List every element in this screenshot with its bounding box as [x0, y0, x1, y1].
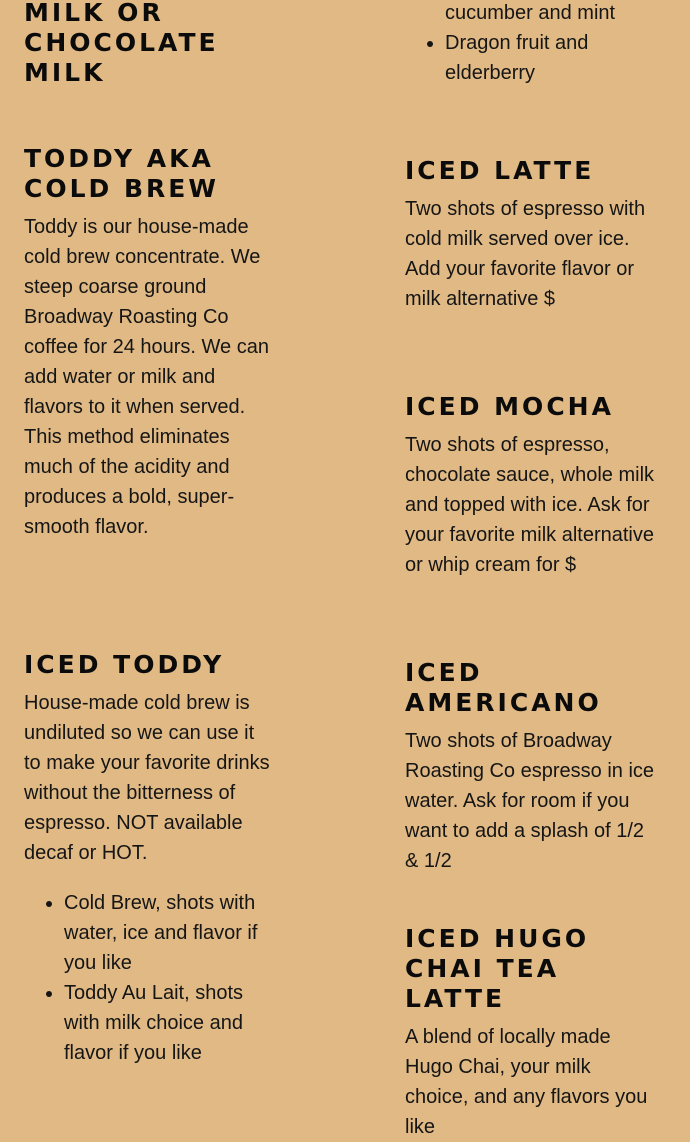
- menu-item-iced-toddy: [24, 650, 274, 1068]
- menu-item-iced-hugo-chai-tea-latte: [405, 924, 655, 1142]
- menu-item-iced-latte: [405, 156, 655, 314]
- menu-item-iced-americano: [405, 658, 655, 876]
- menu-item-title: ICED LATTE: [405, 156, 595, 185]
- section-heading-milk: MILK OR CHOCOLATE MILK: [24, 0, 219, 87]
- menu-item-description: Toddy is our house-made cold brew concentrate. We steep coarse ground Broadway Roasting Co coffee for 24 hours. We can add water or milk and flavors to it when served. This method eliminates much of the acidity and produces a bold, super-smooth flavor.: [24, 216, 269, 538]
- menu-item-title: ICED TODDY: [24, 650, 225, 679]
- flavor-options-list: [405, 0, 655, 88]
- menu-item-title: TODDY AKA COLD BREW: [24, 144, 219, 203]
- list-item: • Dragon fruit and elderberry: [445, 28, 655, 88]
- menu-item-description: Two shots of espresso with cold milk served over ice. Add your favorite flavor or milk alternative $: [405, 198, 646, 310]
- menu-item-toddy-cold-brew: [24, 144, 274, 542]
- menu-item-description: Two shots of Broadway Roasting Co espresso in ice water. Ask for room if you want to add a splash of 1/2 & 1/2: [405, 730, 655, 872]
- menu-item-description: Two shots of espresso, chocolate sauce, whole milk and topped with ice. Ask for your favorite milk alternative or whip cream for $: [405, 434, 655, 576]
- menu-item-description: A blend of locally made Hugo Chai, your milk choice, and any flavors you like: [405, 1026, 648, 1138]
- menu-item-iced-mocha: [405, 392, 655, 580]
- list-item: • Cold Brew, shots with water, ice and flavor if you like: [64, 888, 274, 978]
- menu-item-title: ICED AMERICANO: [405, 658, 602, 717]
- list-item: cucumber and mint: [445, 2, 616, 24]
- menu-item-options-list: [24, 888, 274, 1068]
- menu-item-title: ICED HUGO CHAI TEA LATTE: [405, 924, 590, 1013]
- menu-item-description: House-made cold brew is undiluted so we can use it to make your favorite drinks without the bitterness of espresso. NOT available decaf or HOT.: [24, 692, 270, 864]
- list-item: • Toddy Au Lait, shots with milk choice and flavor if you like: [64, 978, 274, 1068]
- menu-item-title: ICED MOCHA: [405, 392, 614, 421]
